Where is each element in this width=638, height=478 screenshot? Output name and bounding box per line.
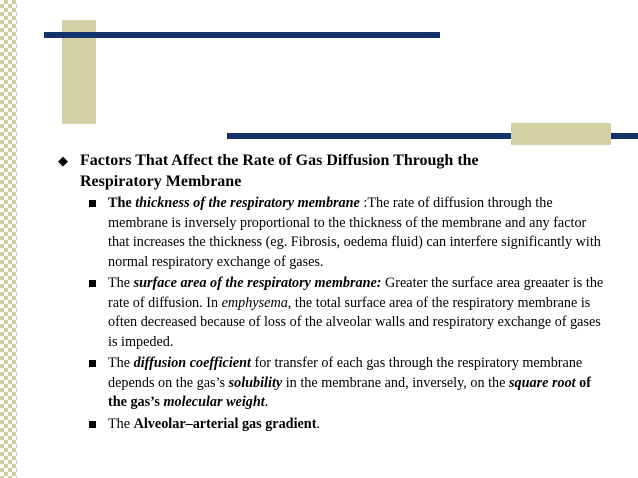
square-bullet-icon: [89, 200, 96, 207]
term-diffusion-coefficient: diffusion coefficient: [133, 355, 251, 371]
text-end: .: [264, 394, 269, 410]
factor-item-surface-area: [56, 274, 606, 352]
text-lead: The: [108, 195, 136, 211]
decor-block-right: [511, 123, 611, 145]
text-lead: The: [108, 415, 134, 432]
text-body: :The rate of diffusion through the membrane is inversely proportional to the thickness of the membrane and any factor that increases the thickness (eg. Fibrosis, oedema fluid) can interfere significantly with normal respiratory exchange of gases.: [108, 195, 601, 270]
checker-strip: [0, 0, 17, 478]
text-body-2: in the membrane and, inversely, on the: [282, 374, 509, 391]
term-surface-area: surface area of the respiratory membrane:: [133, 275, 382, 291]
factor-item-thickness: [56, 194, 606, 272]
slide-content: [56, 150, 606, 436]
term-molecular-weight: molecular weight: [163, 394, 265, 410]
term-square-root: square root: [509, 374, 576, 391]
text-lead: The: [108, 275, 134, 291]
term-gas-gradient: Alveolar–arterial gas gradient: [133, 415, 317, 432]
main-heading: [56, 150, 606, 192]
text-body: for transfer of each gas through the respiratory membrane depends on the gas’s: [108, 355, 583, 391]
heading-line-2: Respiratory Membrane: [80, 173, 242, 190]
term-thickness: thickness of the respiratory membrane: [135, 195, 360, 211]
factor-item-diffusion-coefficient: [56, 354, 606, 413]
decor-line-top: [44, 32, 440, 38]
term-emphysema: emphysema: [221, 294, 288, 311]
square-bullet-icon: [89, 360, 96, 367]
text-body-end: , the total surface area of the respiratory membrane is often decreased because of loss of the alveolar walls and respiratory exchange of gases is impeded.: [108, 294, 601, 350]
square-bullet-icon: [89, 421, 96, 428]
text-body: Greater the surface area greaater is the rate of diffusion. In: [108, 275, 604, 311]
term-solubility: solubility: [228, 374, 283, 391]
factor-item-gradient: [56, 415, 606, 435]
diamond-bullet-icon: ◆: [58, 153, 68, 168]
square-bullet-icon: [89, 280, 96, 287]
text-end: .: [316, 415, 320, 432]
heading-line-1: Factors That Affect the Rate of Gas Diffusion Through the: [80, 152, 479, 169]
factor-list: [56, 194, 606, 434]
text-of-gas: of the gas’s: [108, 374, 591, 410]
text-lead: The: [108, 355, 134, 371]
